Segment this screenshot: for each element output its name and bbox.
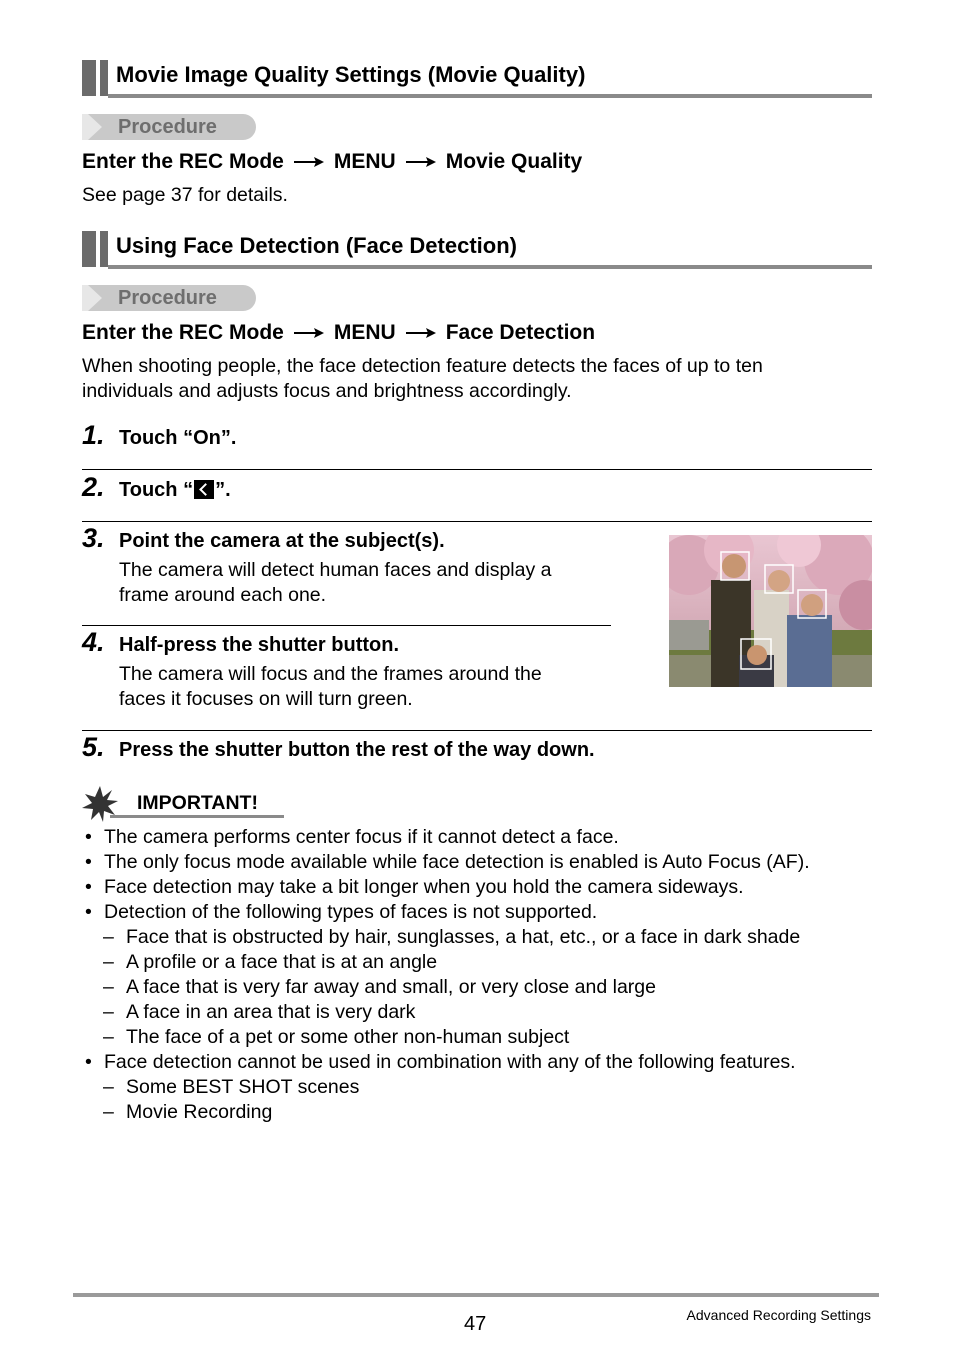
header-bar xyxy=(82,231,96,267)
section-header-face-detection xyxy=(82,231,872,269)
menu-path-step: MENU xyxy=(333,321,396,344)
sub-bullet-item: – A face in an area that is very dark xyxy=(82,1000,810,1025)
section-header-movie-quality xyxy=(82,60,872,98)
procedure-badge xyxy=(82,114,256,140)
bullet-item: • Face detection cannot be used in combination with any of the following features. xyxy=(82,1050,810,1075)
step-title-text: ”. xyxy=(215,479,231,501)
body-line: When shooting people, the face detection feature detects the faces of up to ten xyxy=(82,355,763,377)
body-line: The camera will focus and the frames around the xyxy=(119,663,542,685)
right-arrow-icon xyxy=(294,150,324,174)
bullet-item: • Face detection may take a bit longer when you hold the camera sideways. xyxy=(82,875,810,900)
right-arrow-icon xyxy=(294,321,324,345)
menu-path xyxy=(82,321,595,345)
step-divider xyxy=(82,730,872,731)
step-number: 2. xyxy=(82,472,105,502)
footer-section-label: Advanced Recording Settings xyxy=(686,1307,871,1323)
header-bar xyxy=(100,60,108,96)
step-divider xyxy=(82,625,611,626)
body-line: The camera will detect human faces and display a xyxy=(119,559,552,581)
section-title: Movie Image Quality Settings (Movie Quality) xyxy=(116,62,586,87)
important-underline xyxy=(110,815,284,818)
procedure-badge xyxy=(82,285,256,311)
section-body xyxy=(82,354,763,404)
step-number: 3. xyxy=(82,523,105,553)
header-bar xyxy=(82,60,96,96)
back-arrow-button-icon xyxy=(194,480,214,499)
step-body xyxy=(119,558,551,608)
bullet-item: • The only focus mode available while face detection is enabled is Auto Focus (AF). xyxy=(82,850,810,875)
body-line: faces it focuses on will turn green. xyxy=(119,688,413,710)
step-divider xyxy=(82,521,872,522)
section-title: Using Face Detection (Face Detection) xyxy=(116,233,517,258)
step-title: Touch “On”. xyxy=(119,427,237,449)
page-number: 47 xyxy=(464,1313,487,1335)
procedure-arrow-icon xyxy=(88,285,102,311)
step-title-text: Touch “ xyxy=(119,479,194,501)
header-bar xyxy=(100,231,108,267)
step-divider xyxy=(82,469,872,470)
important-label: IMPORTANT! xyxy=(137,792,258,814)
menu-path-step: Enter the REC Mode xyxy=(82,321,284,344)
step-title: Press the shutter button the rest of the way down. xyxy=(119,739,595,761)
menu-path-step: Enter the REC Mode xyxy=(82,150,284,173)
bullet-item: • Detection of the following types of faces is not supported. xyxy=(82,900,810,925)
step-title: Half-press the shutter button. xyxy=(119,634,400,656)
menu-path-step: Movie Quality xyxy=(445,150,583,173)
menu-path-step: MENU xyxy=(333,150,396,173)
sub-bullet-item: – The face of a pet or some other non-human subject xyxy=(82,1025,810,1050)
step-title: Point the camera at the subject(s). xyxy=(119,530,445,552)
header-underline xyxy=(108,94,872,98)
sub-bullet-item: – A profile or a face that is at an angle xyxy=(82,950,810,975)
face-detection-photo xyxy=(669,535,872,687)
right-arrow-icon xyxy=(406,150,436,174)
step-title xyxy=(119,479,231,502)
right-arrow-icon xyxy=(406,321,436,345)
step-number: 4. xyxy=(82,627,105,657)
footer-rule xyxy=(73,1293,879,1297)
procedure-arrow-icon xyxy=(88,114,102,140)
body-line: individuals and adjusts focus and brightness accordingly. xyxy=(82,380,572,402)
sub-bullet-item: – Some BEST SHOT scenes xyxy=(82,1075,810,1100)
bullet-item: • The camera performs center focus if it cannot detect a face. xyxy=(82,825,810,850)
sub-bullet-item: – Movie Recording xyxy=(82,1100,810,1125)
important-bullet-list xyxy=(82,825,810,1125)
menu-path-step: Face Detection xyxy=(445,321,596,344)
step-body xyxy=(119,662,542,712)
step-number: 5. xyxy=(82,732,105,762)
sub-bullet-item: – A face that is very far away and small, or very close and large xyxy=(82,975,810,1000)
step-number: 1. xyxy=(82,420,105,450)
menu-path xyxy=(82,150,582,174)
header-underline xyxy=(108,265,872,269)
section-body: See page 37 for details. xyxy=(82,184,288,206)
procedure-label: Procedure xyxy=(118,116,217,138)
sub-bullet-item: – Face that is obstructed by hair, sunglasses, a hat, etc., or a face in dark shade xyxy=(82,925,810,950)
body-line: frame around each one. xyxy=(119,584,327,606)
procedure-label: Procedure xyxy=(118,287,217,309)
